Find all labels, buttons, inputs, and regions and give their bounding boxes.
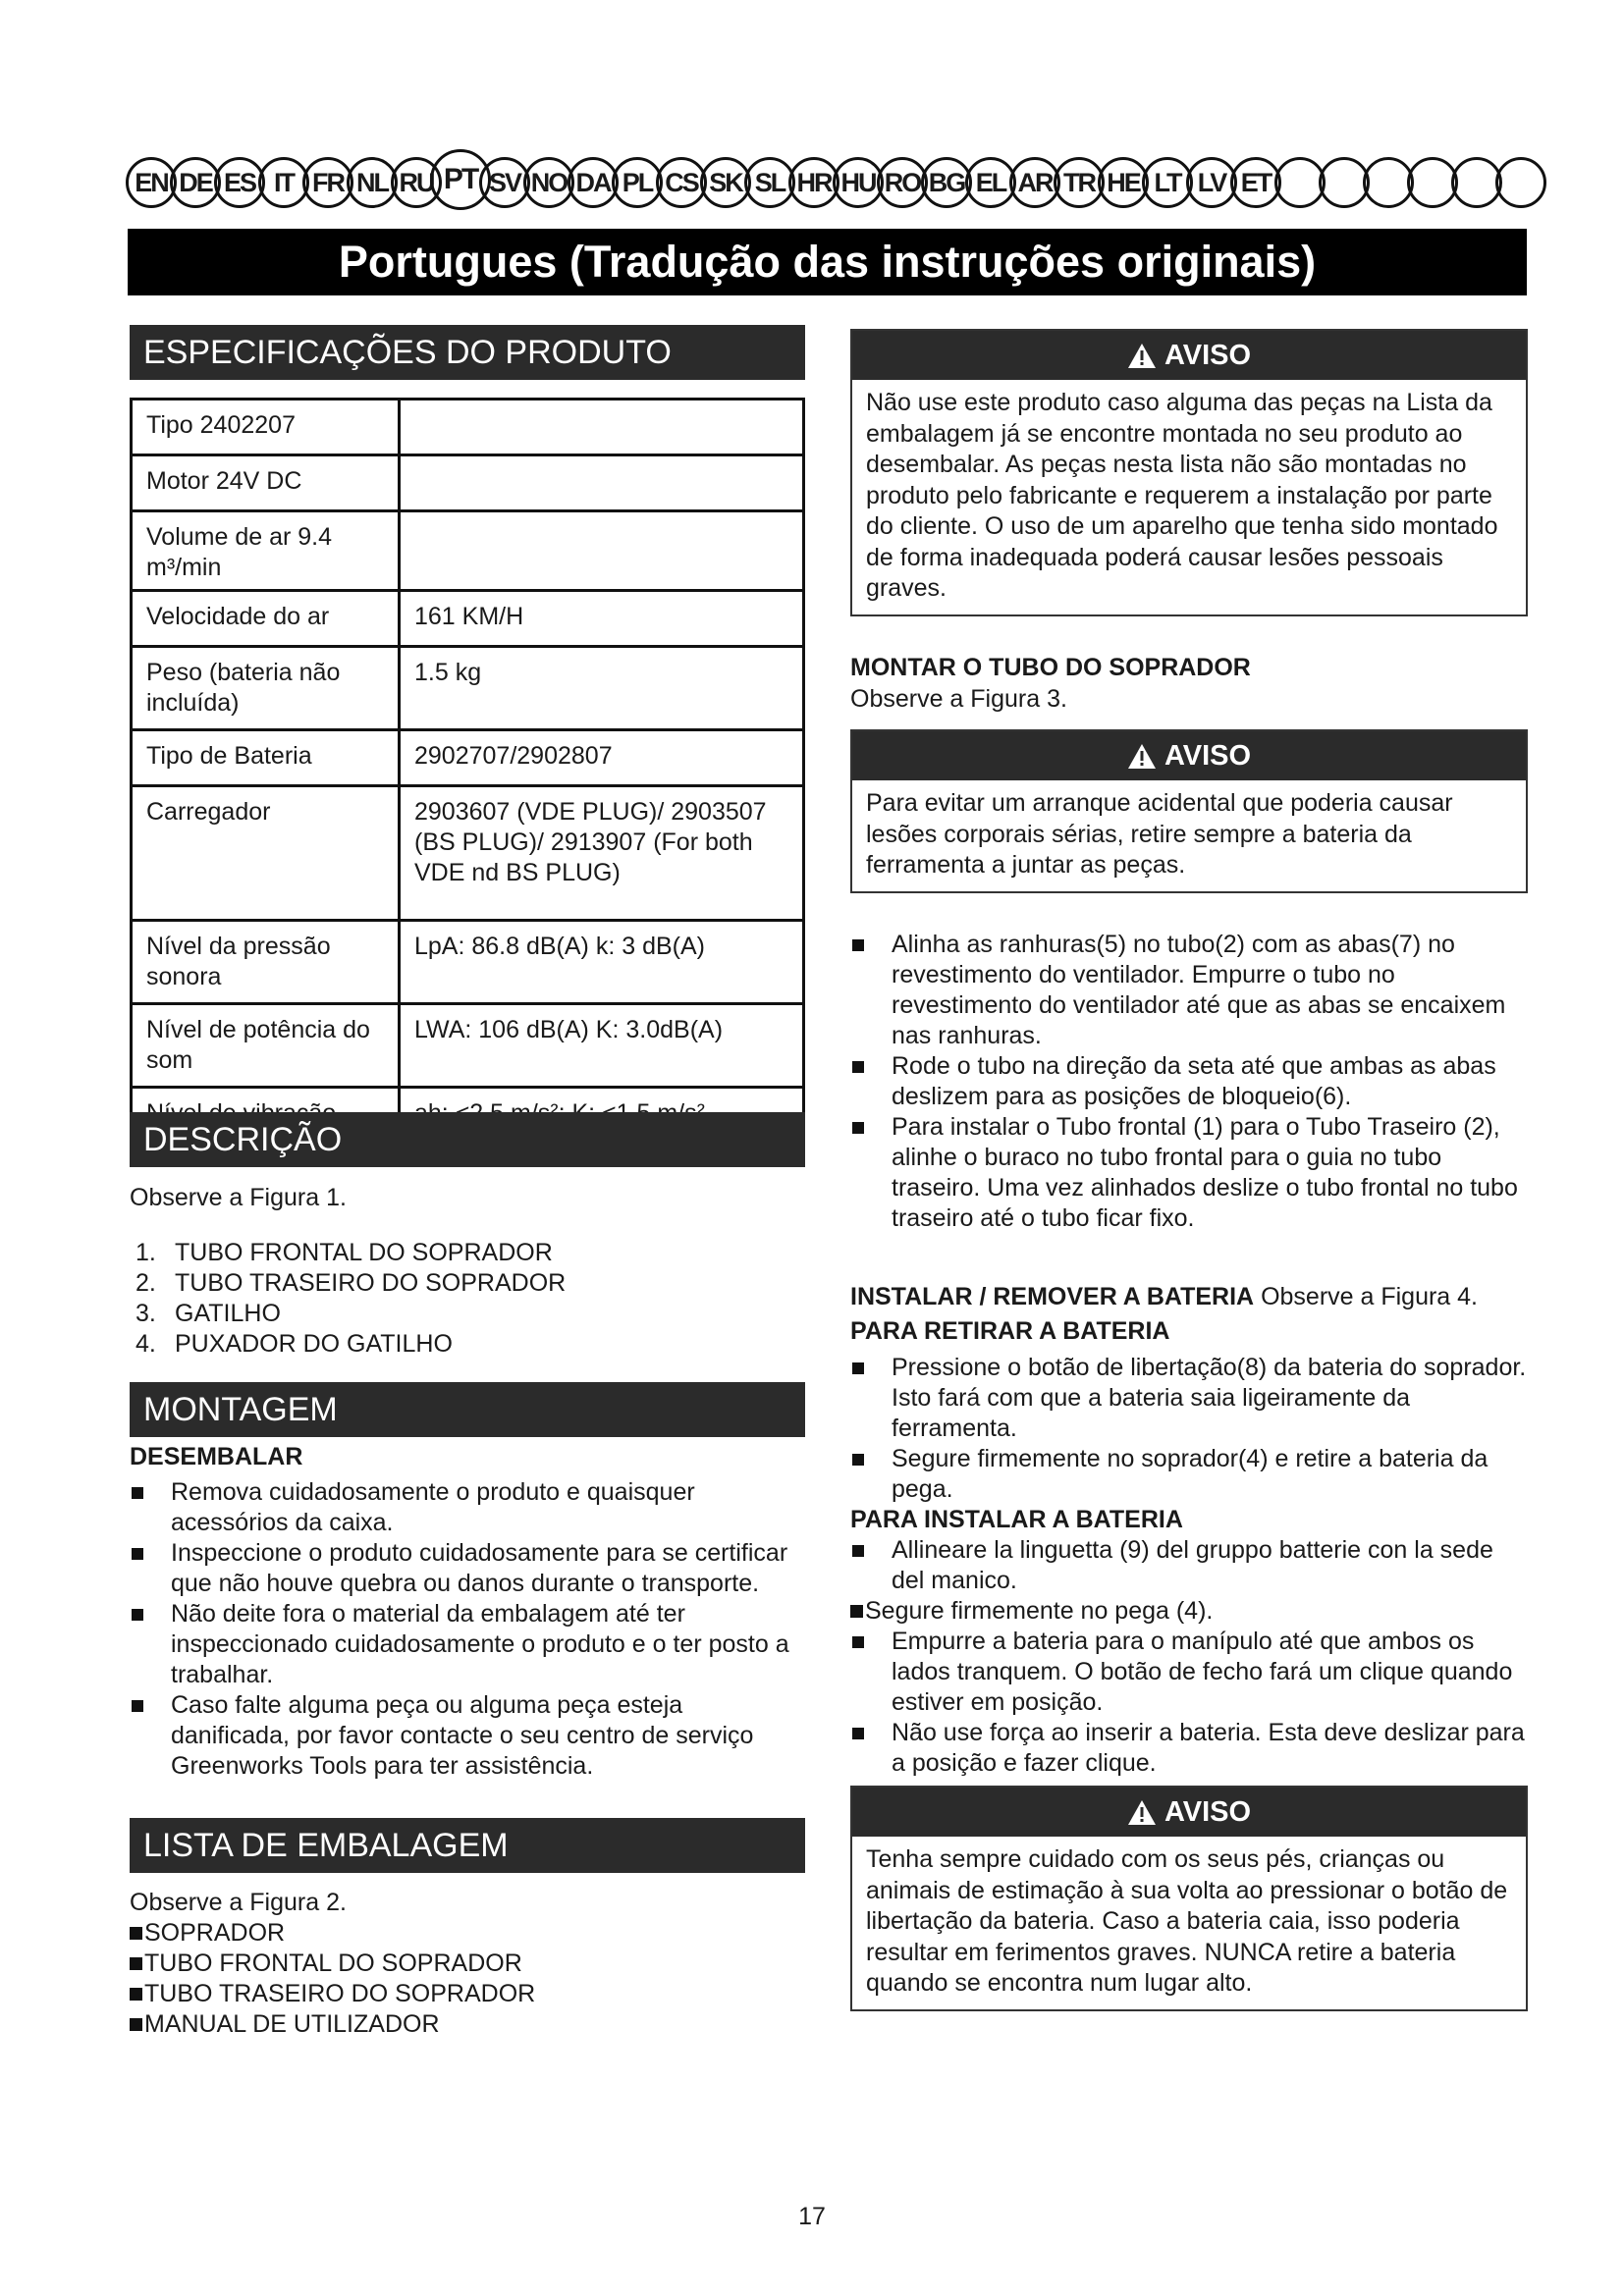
language-es: ES	[214, 157, 265, 208]
spec-table	[130, 398, 805, 1145]
language-tr: TR	[1054, 157, 1105, 208]
table-row	[132, 400, 804, 455]
list-item: Alinha as ranhuras(5) no tubo(2) com as abas(7) no revestimento do ventilador. Empurre o tubo no revestimento do ventilador até que as abas se encaixem nas ranhuras.	[850, 930, 1528, 1051]
spec-value: 1.5 kg	[400, 647, 804, 730]
list-item: Segure firmemente no pega (4).	[850, 1596, 1528, 1627]
table-row	[132, 1004, 804, 1088]
table-row	[132, 786, 804, 921]
retirar-list	[850, 1353, 1528, 1505]
bateria-heading-line	[850, 1282, 1478, 1312]
montar-tubo-heading: MONTAR O TUBO DO SOPRADOR	[850, 654, 1251, 681]
list-item: Inspeccione o produto cuidadosamente para se certificar que não houve quebra ou danos durante o transporte.	[130, 1538, 792, 1599]
language-lv: LV	[1186, 157, 1237, 208]
warning-box	[850, 1786, 1528, 2011]
list-item: 1. TUBO FRONTAL DO SOPRADOR	[135, 1239, 553, 1266]
list-item: Rode o tubo na direção da seta até que ambas as abas deslizem para as posições de bloqueio(6).	[850, 1051, 1528, 1112]
table-row	[132, 921, 804, 1004]
language-he: HE	[1098, 157, 1149, 208]
embalagem-list	[130, 1918, 535, 2040]
language-da: DA	[568, 157, 619, 208]
spec-label: Volume de ar 9.4 m³/min	[132, 511, 400, 591]
spec-label: Motor 24V DC	[132, 455, 400, 511]
montar-tubo-list	[850, 930, 1528, 1234]
spec-value	[400, 455, 804, 511]
warning-triangle-icon	[1127, 343, 1157, 369]
list-item: 4. PUXADOR DO GATILHO	[135, 1330, 453, 1358]
instalar-heading: PARA INSTALAR A BATERIA	[850, 1506, 1183, 1533]
table-row	[132, 455, 804, 511]
page-title: Portugues (Tradução das instruções originais)	[128, 229, 1527, 295]
list-item: SOPRADOR	[130, 1918, 535, 1949]
spec-label: Velocidade do ar	[132, 591, 400, 647]
language-fr: FR	[302, 157, 353, 208]
language-et: ET	[1230, 157, 1281, 208]
language-ar: AR	[1009, 157, 1060, 208]
list-item: 2. TUBO TRASEIRO DO SOPRADOR	[135, 1269, 567, 1297]
warning-box	[850, 329, 1528, 616]
list-item: 3. GATILHO	[135, 1300, 281, 1327]
montagem-heading: MONTAGEM	[130, 1382, 805, 1437]
language-lt: LT	[1142, 157, 1193, 208]
table-row	[132, 591, 804, 647]
warning-triangle-icon	[1127, 1799, 1157, 1826]
spec-label: Nível de potência do som	[132, 1004, 400, 1088]
table-row	[132, 647, 804, 730]
list-item: Remova cuidadosamente o produto e quaisquer acessórios da caixa.	[130, 1477, 792, 1538]
language-it: IT	[258, 157, 309, 208]
desembalar-heading: DESEMBALAR	[130, 1443, 303, 1470]
language-el: EL	[965, 157, 1016, 208]
language-sk: SK	[700, 157, 751, 208]
list-item: Pressione o botão de libertação(8) da bateria do soprador. Isto fará com que a bateria saia ligeiramente da ferramenta.	[850, 1353, 1528, 1444]
list-item: Allineare la linguetta (9) del gruppo batterie con la sede del manico.	[850, 1535, 1528, 1596]
list-item: MANUAL DE UTILIZADOR	[130, 2009, 535, 2040]
spec-value	[400, 400, 804, 455]
warning-header: AVISO	[852, 731, 1526, 780]
table-row	[132, 730, 804, 786]
spec-value: LpA: 86.8 dB(A) k: 3 dB(A)	[400, 921, 804, 1004]
list-item: Empurre a bateria para o manípulo até que ambos os lados tranquem. O botão de fecho fará um clique quando estiver em posição.	[850, 1627, 1528, 1718]
language-cs: CS	[656, 157, 707, 208]
spec-label: Nível da pressão sonora	[132, 921, 400, 1004]
retirar-heading: PARA RETIRAR A BATERIA	[850, 1317, 1170, 1345]
language-pl: PL	[612, 157, 663, 208]
montar-tubo-intro: Observe a Figura 3.	[850, 685, 1067, 713]
list-item: Segure firmemente no soprador(4) e retire a bateria da pega.	[850, 1444, 1528, 1505]
spec-value: 161 KM/H	[400, 591, 804, 647]
language-hu: HU	[833, 157, 884, 208]
spec-value: 2903607 (VDE PLUG)/ 2903507 (BS PLUG)/ 2913907 (For both VDE nd BS PLUG)	[400, 786, 804, 921]
spec-value: 2902707/2902807	[400, 730, 804, 786]
language-bg: BG	[921, 157, 972, 208]
language-empty	[1495, 157, 1546, 208]
language-de: DE	[170, 157, 221, 208]
table-row	[132, 511, 804, 591]
descricao-intro: Observe a Figura 1.	[130, 1184, 347, 1211]
language-sv: SV	[479, 157, 530, 208]
embalagem-heading: LISTA DE EMBALAGEM	[130, 1818, 805, 1873]
warning-triangle-icon	[1127, 743, 1157, 770]
list-item: Não deite fora o material da embalagem até ter inspeccionado cuidadosamente o produto e o ter posto a trabalhar.	[130, 1599, 792, 1690]
language-hr: HR	[788, 157, 839, 208]
descricao-list	[130, 1238, 797, 1360]
desembalar-list	[130, 1477, 792, 1782]
language-en: EN	[126, 157, 177, 208]
spec-label: Peso (bateria não incluída)	[132, 647, 400, 730]
language-no: NO	[523, 157, 574, 208]
language-selector	[126, 157, 1525, 212]
descricao-heading: DESCRIÇÃO	[130, 1112, 805, 1167]
language-nl: NL	[347, 157, 398, 208]
warning-text: Tenha sempre cuidado com os seus pés, crianças ou animais de estimação à sua volta ao pressionar o botão de libertação da bateria. Caso a bateria caia, isso poderia resultar em ferimentos graves. NUNCA retire a bateria quando se encontra num lugar alto.	[866, 1845, 1508, 1997]
language-sl: SL	[744, 157, 795, 208]
warning-text: Para evitar um arranque acidental que poderia causar lesões corporais sérias, retire sempre a bateria da ferramenta a juntar as peças.	[866, 789, 1453, 879]
spec-value	[400, 511, 804, 591]
language-pt: PT	[430, 149, 491, 210]
bateria-heading: INSTALAR / REMOVER A BATERIA	[850, 1283, 1255, 1310]
page-number: 17	[798, 2203, 826, 2230]
list-item: TUBO TRASEIRO DO SOPRADOR	[130, 1979, 535, 2009]
warning-box	[850, 729, 1528, 893]
warning-text: Não use este produto caso alguma das peças na Lista da embalagem já se encontre montada no seu produto ao desembalar. As peças nesta lista não são montadas no produto pelo fabricante e requerem a instalação por parte do cliente. O uso de um aparelho que tenha sido montado de forma inadequada poderá causar lesões pessoais graves.	[866, 389, 1498, 602]
list-item: Não use força ao inserir a bateria. Esta deve deslizar para a posição e fazer clique.	[850, 1718, 1528, 1779]
warning-header: AVISO	[852, 331, 1526, 380]
spec-label: Tipo de Bateria	[132, 730, 400, 786]
warning-header: AVISO	[852, 1788, 1526, 1837]
spec-label: Tipo 2402207	[132, 400, 400, 455]
specs-heading: ESPECIFICAÇÕES DO PRODUTO	[130, 325, 805, 380]
language-ru: RU	[391, 157, 442, 208]
language-ro: RO	[877, 157, 928, 208]
list-item: Caso falte alguma peça ou alguma peça esteja danificada, por favor contacte o seu centro de serviço Greenworks Tools para ter assistência.	[130, 1690, 792, 1782]
embalagem-intro: Observe a Figura 2.	[130, 1889, 347, 1916]
list-item: Para instalar o Tubo frontal (1) para o Tubo Traseiro (2), alinhe o buraco no tubo frontal para o guia no tubo traseiro. Uma vez alinhados deslize o tubo frontal no tubo traseiro até o tubo ficar fixo.	[850, 1112, 1528, 1234]
spec-value: LWA: 106 dB(A) K: 3.0dB(A)	[400, 1004, 804, 1088]
bateria-figure-ref: Observe a Figura 4.	[1261, 1283, 1478, 1310]
list-item: TUBO FRONTAL DO SOPRADOR	[130, 1949, 535, 1979]
instalar-list	[850, 1535, 1528, 1779]
spec-label: Carregador	[132, 786, 400, 921]
